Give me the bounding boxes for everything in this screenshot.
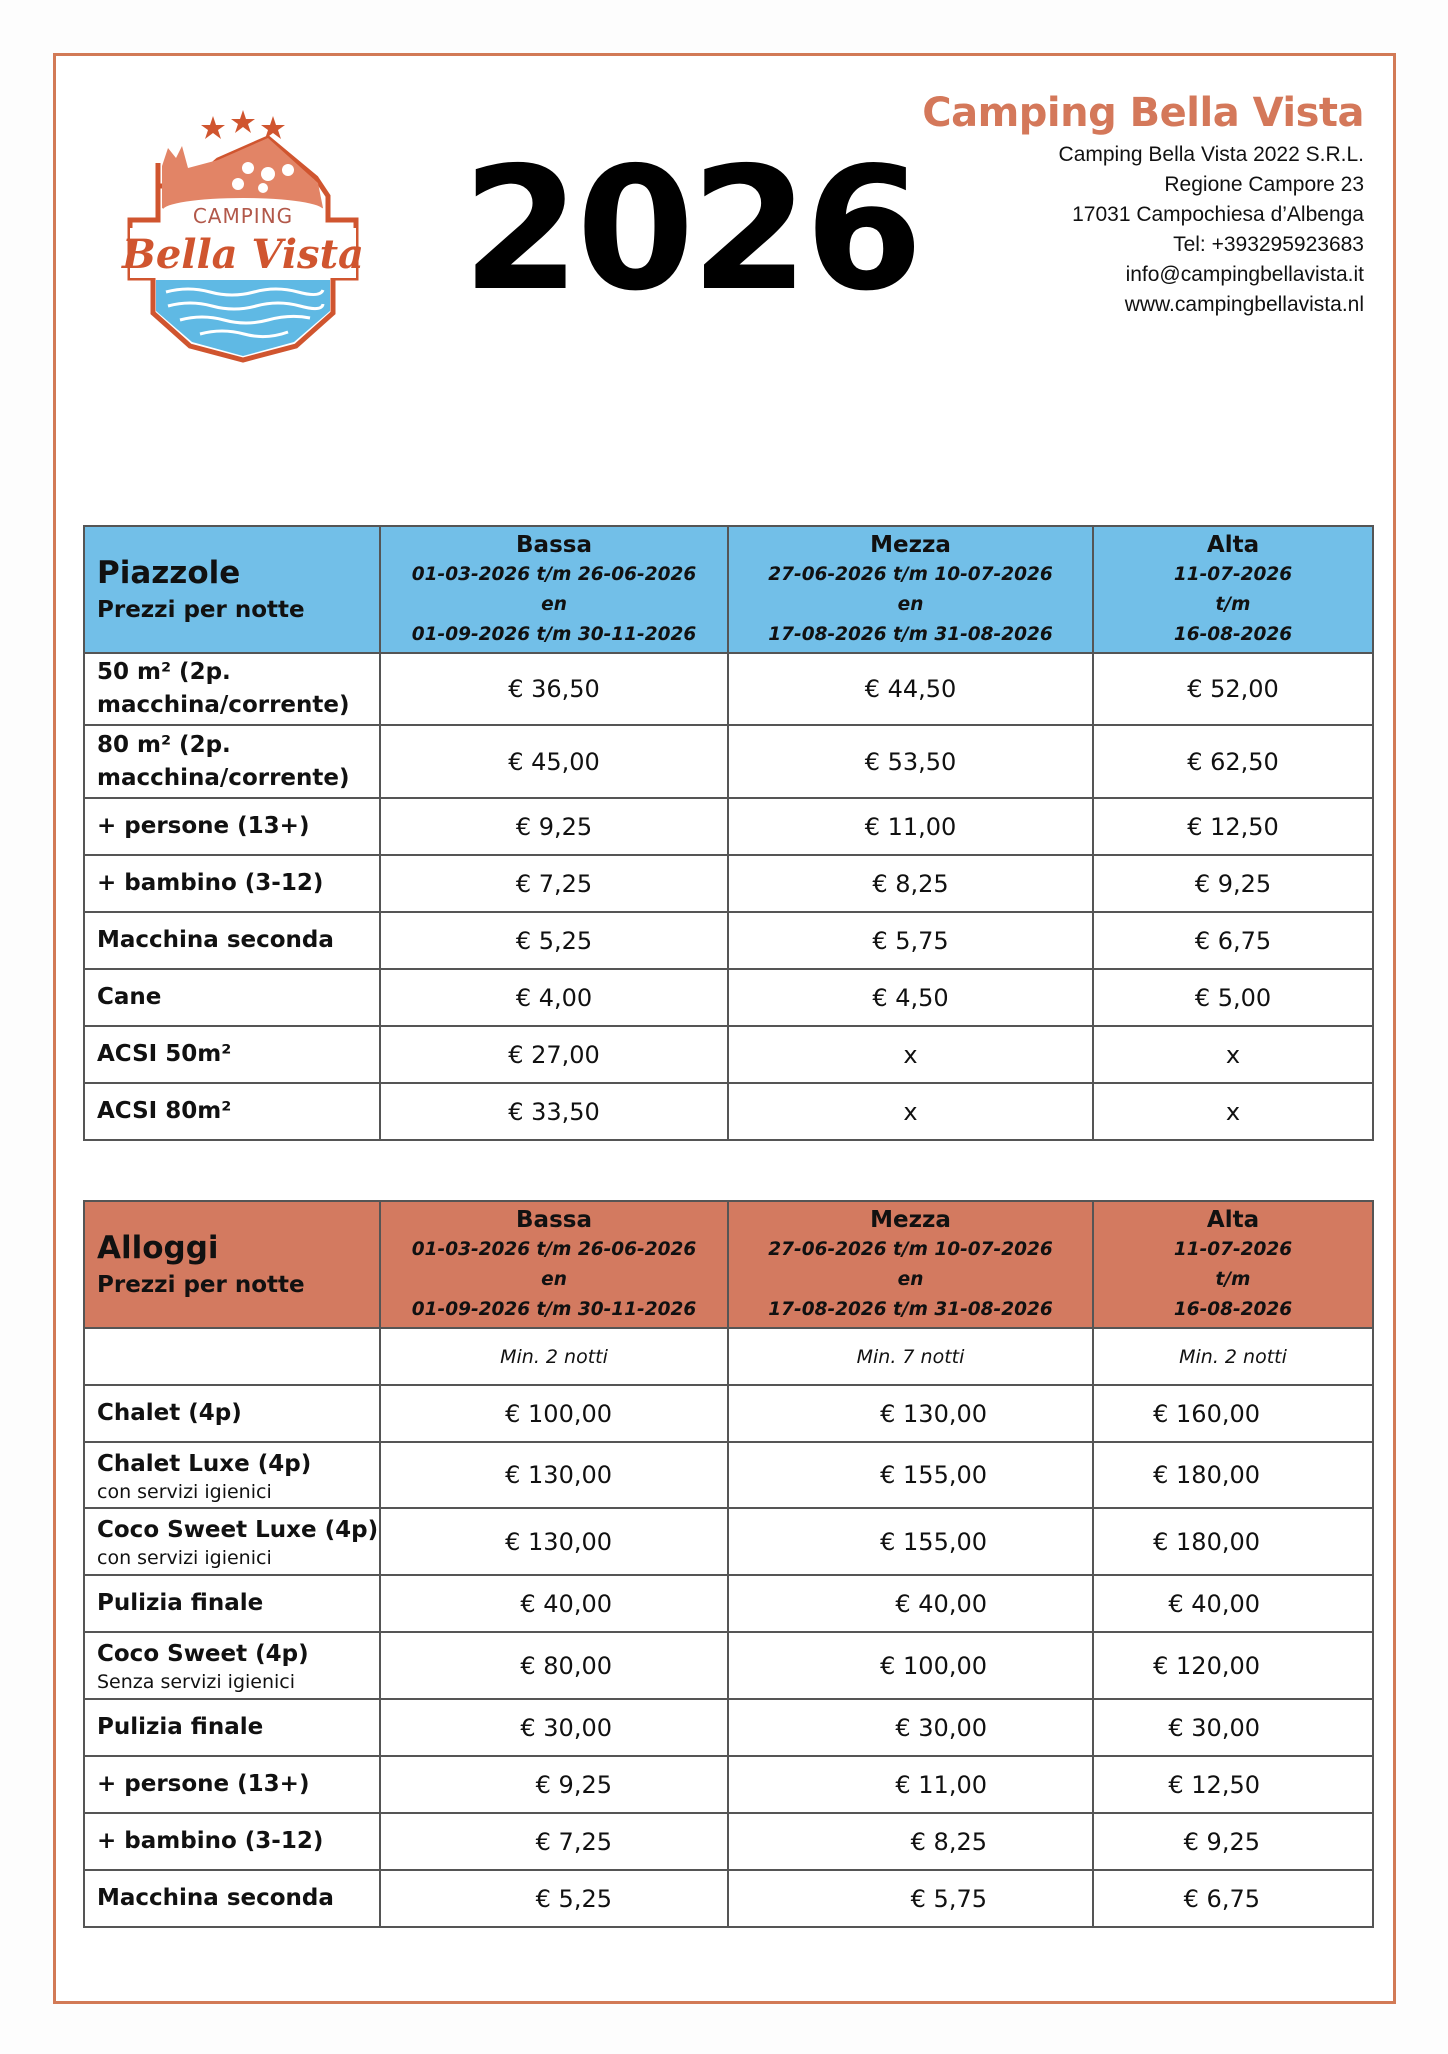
price-mezza: € 5,75	[728, 1870, 1093, 1927]
company-street: Regione Campore 23	[1164, 173, 1364, 196]
row-label-main: Chalet Luxe (4p)	[97, 1450, 312, 1477]
table-row	[84, 653, 1373, 725]
season-dates: 01-09-2026 t/m 30-11-2026	[411, 623, 697, 645]
price-mezza: € 5,75	[728, 912, 1093, 969]
season-name: Mezza	[870, 1206, 951, 1233]
camping-logo	[118, 108, 368, 364]
company-legal-name: Camping Bella Vista 2022 S.R.L.	[1058, 143, 1364, 166]
price-bassa: € 80,00	[380, 1632, 728, 1699]
min-nights-row	[84, 1328, 1373, 1385]
season-dates: en	[541, 1268, 567, 1290]
table-row	[84, 1442, 1373, 1508]
season-dates: en	[541, 593, 567, 615]
row-label: + persone (13+)	[84, 1756, 380, 1813]
price-alta: € 9,25	[1093, 855, 1373, 912]
price-mezza: € 30,00	[728, 1699, 1093, 1756]
season-name: Bassa	[516, 531, 592, 558]
price-bassa: € 9,25	[380, 1756, 728, 1813]
price-bassa: € 36,50	[380, 653, 728, 725]
price-mezza: € 8,25	[728, 1813, 1093, 1870]
price-alta: € 40,00	[1093, 1575, 1373, 1632]
table-row	[84, 1756, 1373, 1813]
table-row	[84, 1575, 1373, 1632]
season-dates: en	[897, 593, 924, 615]
price-bassa: € 7,25	[380, 855, 728, 912]
row-label	[84, 1508, 380, 1575]
season-dates: 11-07-2026	[1173, 563, 1293, 585]
price-mezza: € 4,50	[728, 969, 1093, 1026]
price-bassa: € 27,00	[380, 1026, 728, 1083]
season-name: Bassa	[516, 1206, 592, 1233]
season-dates: 17-08-2026 t/m 31-08-2026	[768, 623, 1053, 645]
price-bassa: € 4,00	[380, 969, 728, 1026]
row-label-sub: con servizi igienici	[97, 1480, 272, 1503]
row-label-line: macchina/corrente)	[97, 692, 350, 718]
alloggi-title-cell	[84, 1201, 380, 1328]
price-alta: € 12,50	[1093, 1756, 1373, 1813]
svg-text:Bella Vista: Bella Vista	[122, 231, 364, 278]
price-bassa: € 30,00	[380, 1699, 728, 1756]
empty-cell	[84, 1328, 380, 1385]
season-header-mezza	[728, 526, 1093, 653]
season-name: Alta	[1206, 531, 1260, 558]
season-dates: t/m	[1215, 593, 1251, 615]
row-label-line: 50 m² (2p.	[97, 659, 231, 685]
season-header-alta	[1093, 526, 1373, 653]
price-mezza: € 40,00	[728, 1575, 1093, 1632]
row-label: Cane	[84, 969, 380, 1026]
row-label	[84, 1442, 380, 1508]
price-mezza: € 130,00	[728, 1385, 1093, 1442]
price-mezza: € 155,00	[728, 1442, 1093, 1508]
row-label: ACSI 50m²	[84, 1026, 380, 1083]
camping-logo-icon	[118, 108, 368, 364]
season-header-bassa	[380, 526, 728, 653]
table-row	[84, 1870, 1373, 1927]
price-mezza: € 8,25	[728, 855, 1093, 912]
table-row	[84, 855, 1373, 912]
row-label-line: macchina/corrente)	[97, 764, 350, 791]
price-bassa: € 5,25	[380, 1870, 728, 1927]
row-label-sub: con servizi igienici	[97, 1547, 272, 1569]
season-name: Alta	[1206, 1206, 1260, 1233]
row-label-sub: Senza servizi igienici	[97, 1671, 296, 1693]
price-bassa: € 45,00	[380, 725, 728, 798]
min-nights-alta: Min. 2 notti	[1093, 1328, 1373, 1385]
table-row	[84, 725, 1373, 798]
year-title: 2026	[462, 131, 920, 329]
price-alta: € 180,00	[1093, 1442, 1373, 1508]
price-mezza: € 100,00	[728, 1632, 1093, 1699]
table-row	[84, 969, 1373, 1026]
company-city: 17031 Campochiesa d’Albenga	[1072, 203, 1364, 226]
row-label: + bambino (3-12)	[84, 855, 380, 912]
table-row	[84, 1699, 1373, 1756]
company-phone[interactable]: Tel: +393295923683	[1173, 233, 1364, 256]
table-row	[84, 1813, 1373, 1870]
price-bassa: € 40,00	[380, 1575, 728, 1632]
min-nights-bassa: Min. 2 notti	[380, 1328, 728, 1385]
price-mezza: € 155,00	[728, 1508, 1093, 1575]
price-bassa: € 5,25	[380, 912, 728, 969]
table-row	[84, 912, 1373, 969]
piazzole-title: Piazzole	[97, 554, 241, 591]
price-bassa: € 7,25	[380, 1813, 728, 1870]
price-alta: € 12,50	[1093, 798, 1373, 855]
season-dates: t/m	[1215, 1268, 1251, 1290]
price-alta: € 9,25	[1093, 1813, 1373, 1870]
price-mezza: € 11,00	[728, 1756, 1093, 1813]
company-info	[922, 86, 1364, 320]
price-alta: € 160,00	[1093, 1385, 1373, 1442]
price-alta: € 6,75	[1093, 912, 1373, 969]
price-alta: € 30,00	[1093, 1699, 1373, 1756]
min-nights-mezza: Min. 7 notti	[728, 1328, 1093, 1385]
piazzole-price-table	[83, 525, 1374, 1141]
row-label: ACSI 80m²	[84, 1083, 380, 1140]
price-alta: x	[1093, 1026, 1373, 1083]
row-label: Macchina seconda	[84, 912, 380, 969]
price-mezza: x	[728, 1026, 1093, 1083]
season-header-mezza	[728, 1201, 1093, 1328]
season-dates: 01-09-2026 t/m 30-11-2026	[411, 1298, 697, 1320]
row-label-line: 80 m² (2p.	[97, 731, 231, 758]
price-alta: € 180,00	[1093, 1508, 1373, 1575]
season-dates: 17-08-2026 t/m 31-08-2026	[768, 1298, 1053, 1320]
season-dates: 27-06-2026 t/m 10-07-2026	[768, 563, 1053, 585]
price-mezza: x	[728, 1083, 1093, 1140]
season-name: Mezza	[870, 531, 951, 558]
row-label	[84, 1632, 380, 1699]
row-label: + persone (13+)	[84, 798, 380, 855]
company-name: Camping Bella Vista	[922, 90, 1364, 136]
row-label-main: Coco Sweet Luxe (4p)	[97, 1517, 379, 1543]
season-dates: en	[897, 1268, 924, 1290]
season-header-bassa	[380, 1201, 728, 1328]
season-dates: 27-06-2026 t/m 10-07-2026	[768, 1238, 1053, 1260]
company-email[interactable]: info@campingbellavista.it	[1125, 263, 1364, 286]
price-alta: € 6,75	[1093, 1870, 1373, 1927]
piazzole-subtitle: Prezzi per notte	[97, 596, 305, 623]
alloggi-title: Alloggi	[97, 1229, 219, 1266]
price-alta: € 52,00	[1093, 653, 1373, 725]
price-bassa: € 130,00	[380, 1508, 728, 1575]
row-label: + bambino (3-12)	[84, 1813, 380, 1870]
price-alta: x	[1093, 1083, 1373, 1140]
row-label	[84, 725, 380, 798]
row-label: Macchina seconda	[84, 1870, 380, 1927]
season-dates: 16-08-2026	[1173, 1298, 1293, 1320]
season-dates: 01-03-2026 t/m 26-06-2026	[411, 563, 697, 585]
price-bassa: € 130,00	[380, 1442, 728, 1508]
table-row	[84, 1026, 1373, 1083]
table-row	[84, 1385, 1373, 1442]
alloggi-price-table	[83, 1200, 1374, 1928]
table-row	[84, 798, 1373, 855]
table-row	[84, 1632, 1373, 1699]
svg-text:CAMPING: CAMPING	[192, 204, 294, 228]
piazzole-title-cell	[84, 526, 380, 653]
piazzole-header-row	[84, 526, 1373, 653]
table-row	[84, 1083, 1373, 1140]
price-bassa: € 9,25	[380, 798, 728, 855]
price-mezza: € 11,00	[728, 798, 1093, 855]
price-mezza: € 53,50	[728, 725, 1093, 798]
season-dates: 16-08-2026	[1173, 623, 1293, 645]
alloggi-subtitle: Prezzi per notte	[97, 1271, 305, 1298]
price-bassa: € 33,50	[380, 1083, 728, 1140]
season-dates: 11-07-2026	[1173, 1238, 1293, 1260]
price-mezza: € 44,50	[728, 653, 1093, 725]
price-alta: € 120,00	[1093, 1632, 1373, 1699]
price-alta: € 5,00	[1093, 969, 1373, 1026]
row-label: Pulizia finale	[84, 1575, 380, 1632]
alloggi-header-row	[84, 1201, 1373, 1328]
row-label: Chalet (4p)	[84, 1385, 380, 1442]
row-label	[84, 653, 380, 725]
row-label-main: Coco Sweet (4p)	[97, 1641, 309, 1667]
table-row	[84, 1508, 1373, 1575]
season-header-alta	[1093, 1201, 1373, 1328]
price-alta: € 62,50	[1093, 725, 1373, 798]
company-website[interactable]: www.campingbellavista.nl	[1124, 293, 1364, 316]
season-dates: 01-03-2026 t/m 26-06-2026	[411, 1238, 697, 1260]
price-bassa: € 100,00	[380, 1385, 728, 1442]
row-label: Pulizia finale	[84, 1699, 380, 1756]
